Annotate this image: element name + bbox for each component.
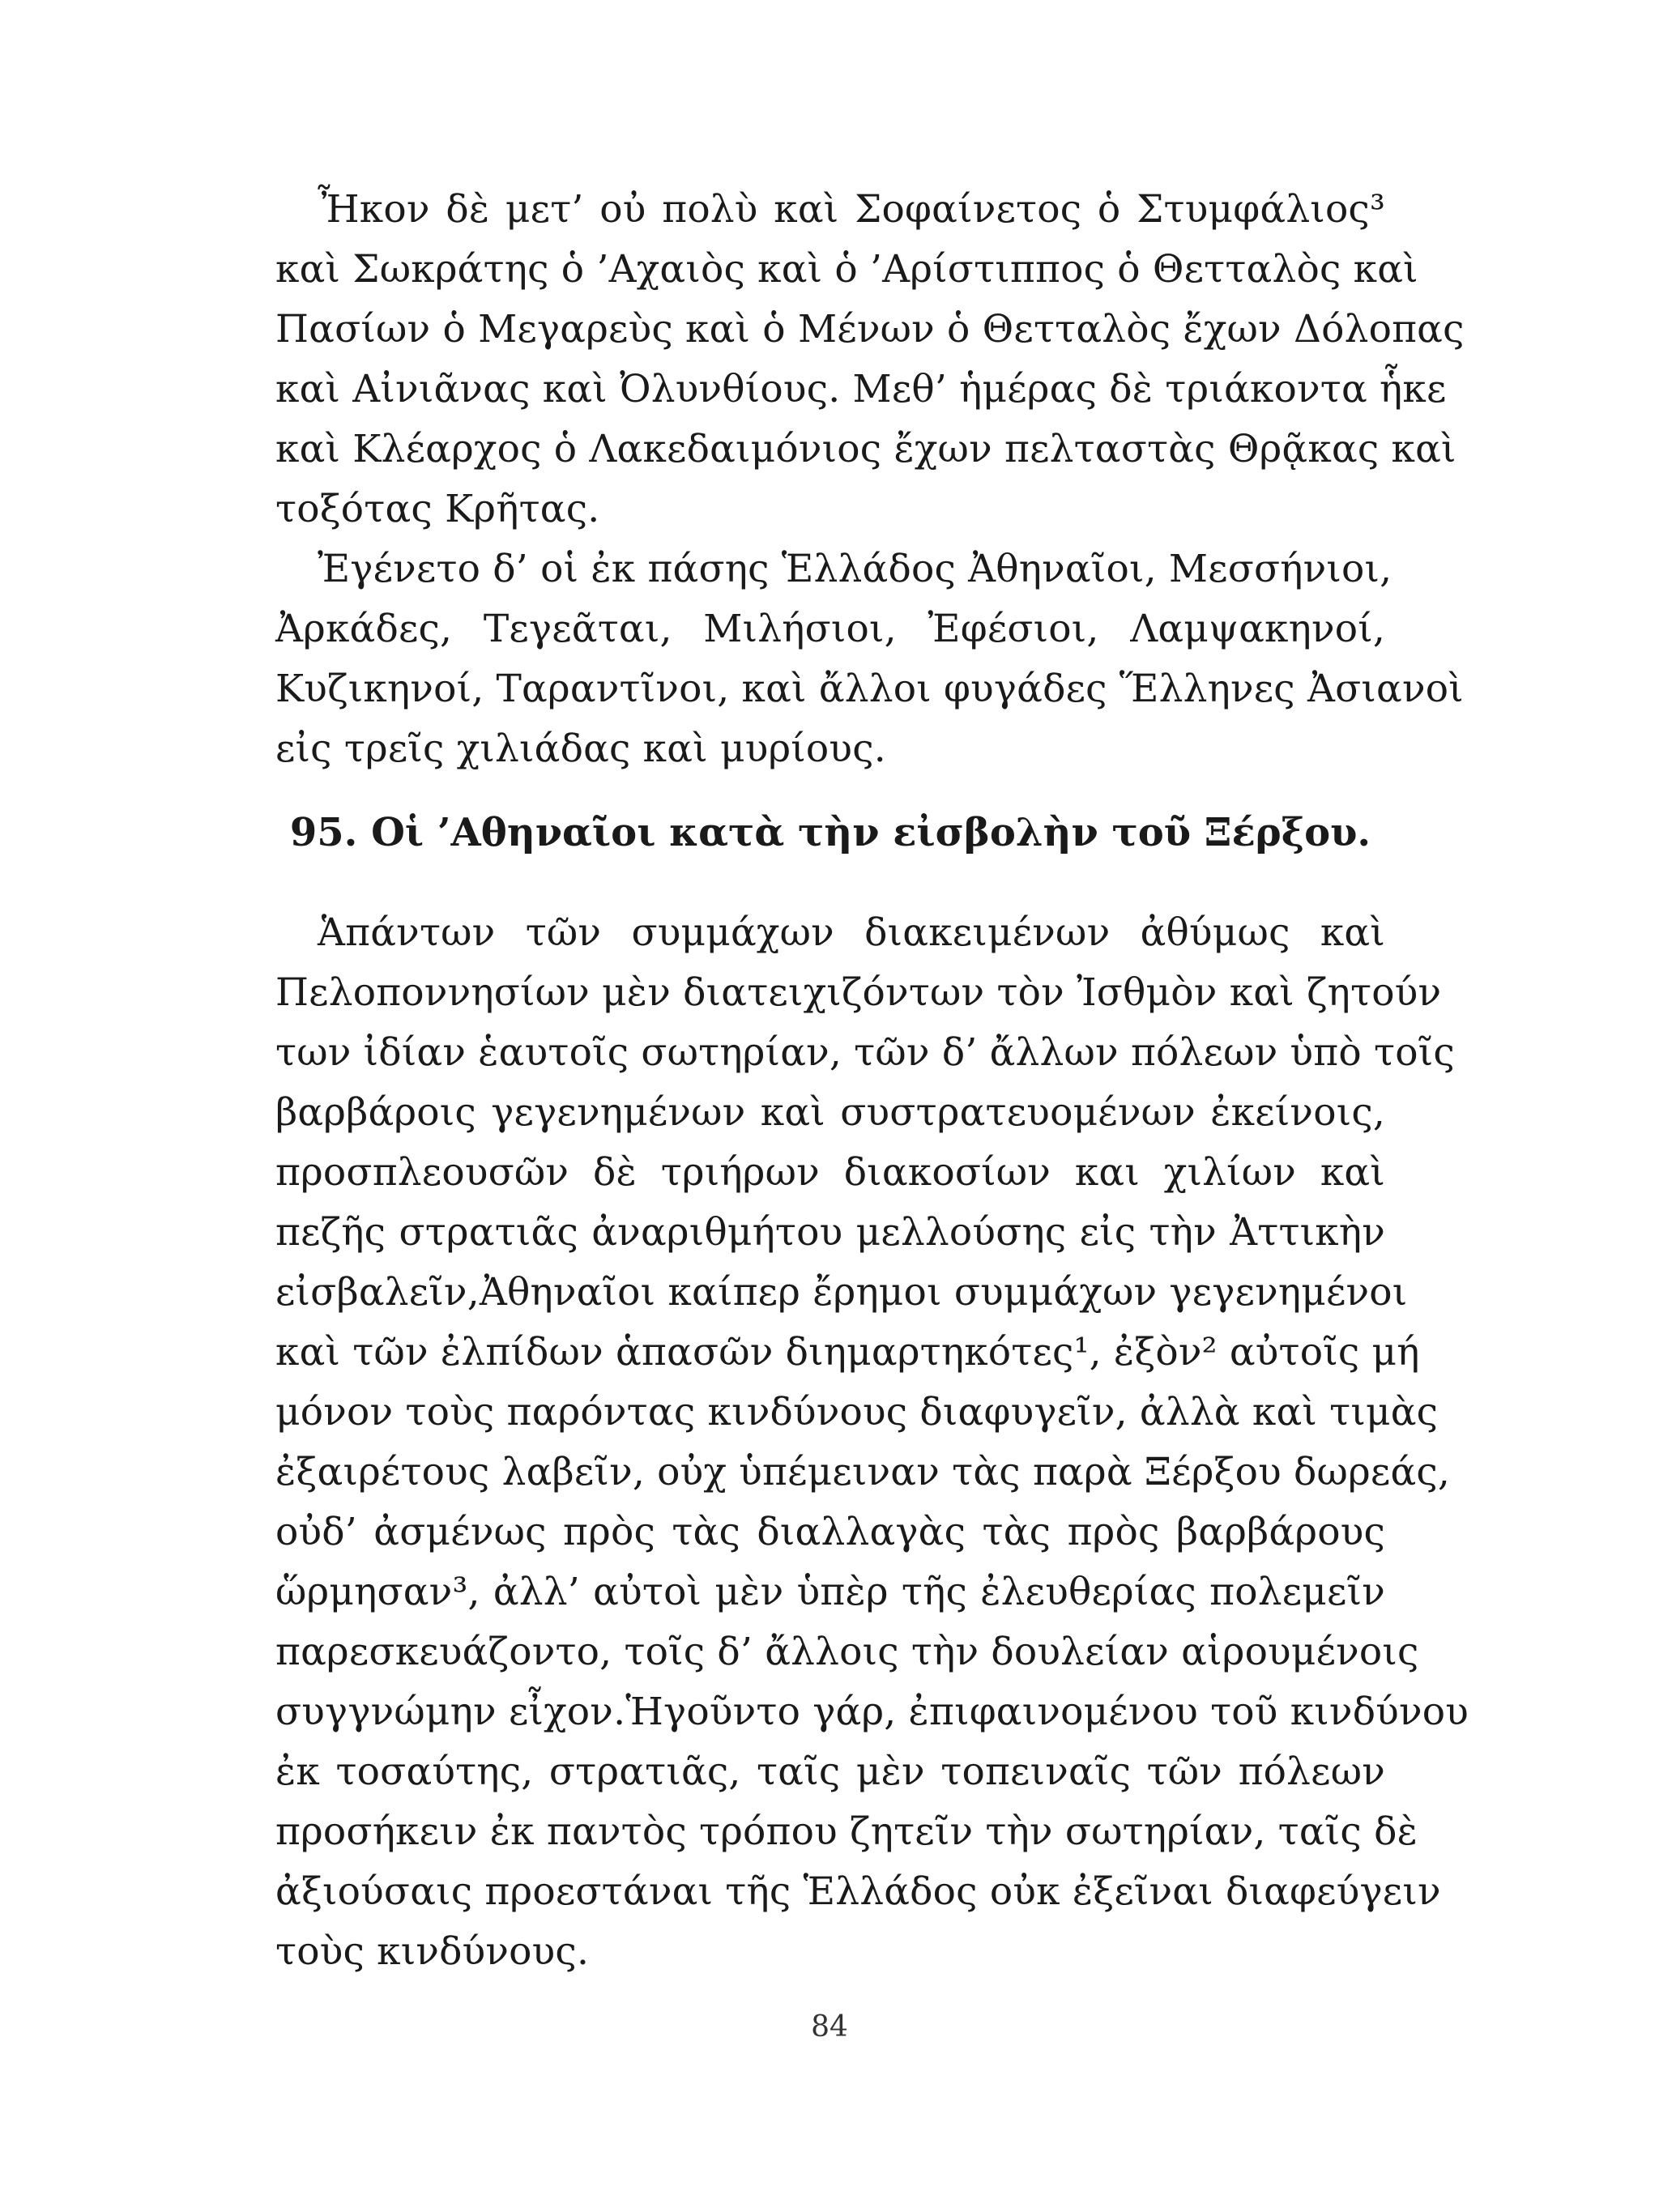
text-line: τοὺς κινδύνους. <box>275 1929 590 1974</box>
text-line: καὶ τῶν ἐλπίδων ἁπασῶν διημαρτηκότες¹, ἐξὸν² αὐτοῖς μή <box>275 1330 1420 1375</box>
text-block-main <box>275 903 1469 1982</box>
text-block-top <box>275 180 1465 779</box>
text-line: τοξότας Κρῆτας. <box>275 487 600 531</box>
text-line: προσπλεουσῶν δὲ τριήρων διακοσίων και χιλίων καὶ <box>275 1150 1385 1195</box>
text-line: οὐδ’ ἀσμένως πρὸς τὰς διαλλαγὰς τὰς πρὸς βαρβάρους <box>275 1510 1385 1554</box>
text-line: καὶ Αἰνιᾶνας καὶ Ὀλυνθίους. Μεθ’ ἡμέρας δὲ τριάκοντα ἧκε <box>275 367 1447 411</box>
text-line: βαρβάροις γεγενημένων καὶ συστρατευομένων ἐκείνοις, <box>275 1090 1385 1135</box>
text-line: προσήκειν ἐκ παντὸς τρόπου ζητεῖν τὴν σωτηρίαν, ταῖς δὲ <box>275 1809 1418 1854</box>
text-line: ἐξαιρέτους λαβεῖν, οὐχ ὑπέμειναν τὰς παρὰ Ξέρξου δωρεάς, <box>275 1450 1451 1494</box>
text-line: Ἦκον δὲ μετ’ οὐ πολὺ καὶ Σοφαίνετος ὁ Στυμφάλιος³ <box>318 187 1385 232</box>
text-line: Ἁπάντων τῶν συμμάχων διακειμένων ἀθύμως καὶ <box>318 910 1385 955</box>
text-line: παρεσκευάζοντο, τοῖς δ’ ἄλλοις τὴν δουλείαν αἱρουμένοις <box>275 1630 1419 1674</box>
section-heading-text: 95. Οἱ ’Αθηναῖοι κατὰ τὴν εἰσβολὴν τοῦ Ξέρξου. <box>289 810 1371 855</box>
text-line: Ἀρκάδες, Τεγεᾶται, Μιλήσιοι, Ἐφέσιοι, Λαμψακηνοί, <box>275 607 1385 651</box>
text-line: μόνον τοὺς παρόντας κινδύνους διαφυγεῖν, ἀλλὰ καὶ τιμὰς <box>275 1390 1439 1434</box>
section-heading <box>275 810 1385 855</box>
text-line: των ἰδίαν ἑαυτοῖς σωτηρίαν, τῶν δ’ ἄλλων πόλεων ὑπὸ τοῖς <box>275 1030 1455 1075</box>
text-line: Πελοποννησίων μὲν διατειχιζόντων τὸν Ἰσθμὸν καὶ ζητούν <box>275 970 1442 1015</box>
text-line: ὥρμησαν³, ἀλλ’ αὐτοὶ μὲν ὑπὲρ τῆς ἐλευθερίας πολεμεῖν <box>275 1570 1385 1614</box>
text-line: εἰσβαλεῖν,Ἀθηναῖοι καίπερ ἔρημοι συμμάχων γεγενημένοι <box>275 1270 1408 1315</box>
text-line: εἰς τρεῖς χιλιάδας καὶ μυρίους. <box>275 727 886 771</box>
text-line: ἀξιούσαις προεστάναι τῆς Ἑλλάδος οὐκ ἐξεῖναι διαφεύγειν <box>275 1869 1441 1914</box>
text-line: Ἐγένετο δ’ οἱ ἐκ πάσης Ἑλλάδος Ἀθηναῖοι, Μεσσήνιοι, <box>318 547 1392 591</box>
text-line: συγγνώμην εἶχον.Ἡγοῦντο γάρ, ἐπιφαινομένου τοῦ κινδύνου <box>275 1690 1469 1734</box>
text-line: καὶ Σωκράτης ὁ ’Αχαιὸς καὶ ὁ ’Αρίστιππος ὁ Θετταλὸς καὶ <box>275 247 1418 292</box>
text-line: Πασίων ὁ Μεγαρεὺς καὶ ὁ Μένων ὁ Θετταλὸς ἔχων Δόλοπας <box>275 307 1465 352</box>
text-line: πεζῆς στρατιᾶς ἀναριθμήτου μελλούσης εἰς τὴν Ἀττικὴν <box>275 1210 1385 1255</box>
page-number: 84 <box>811 2010 848 2044</box>
text-line: καὶ Κλέαρχος ὁ Λακεδαιμόνιος ἔχων πελταστὰς Θρᾷκας καὶ <box>275 427 1456 471</box>
text-line: Κυζικηνοί, Ταραντῖνοι, καὶ ἄλλοι φυγάδες Ἕλληνες Ἀσιανοὶ <box>275 667 1464 711</box>
text-line: ἐκ τοσαύτης, στρατιᾶς, ταῖς μὲν τοπειναῖς τῶν πόλεων <box>275 1750 1385 1794</box>
